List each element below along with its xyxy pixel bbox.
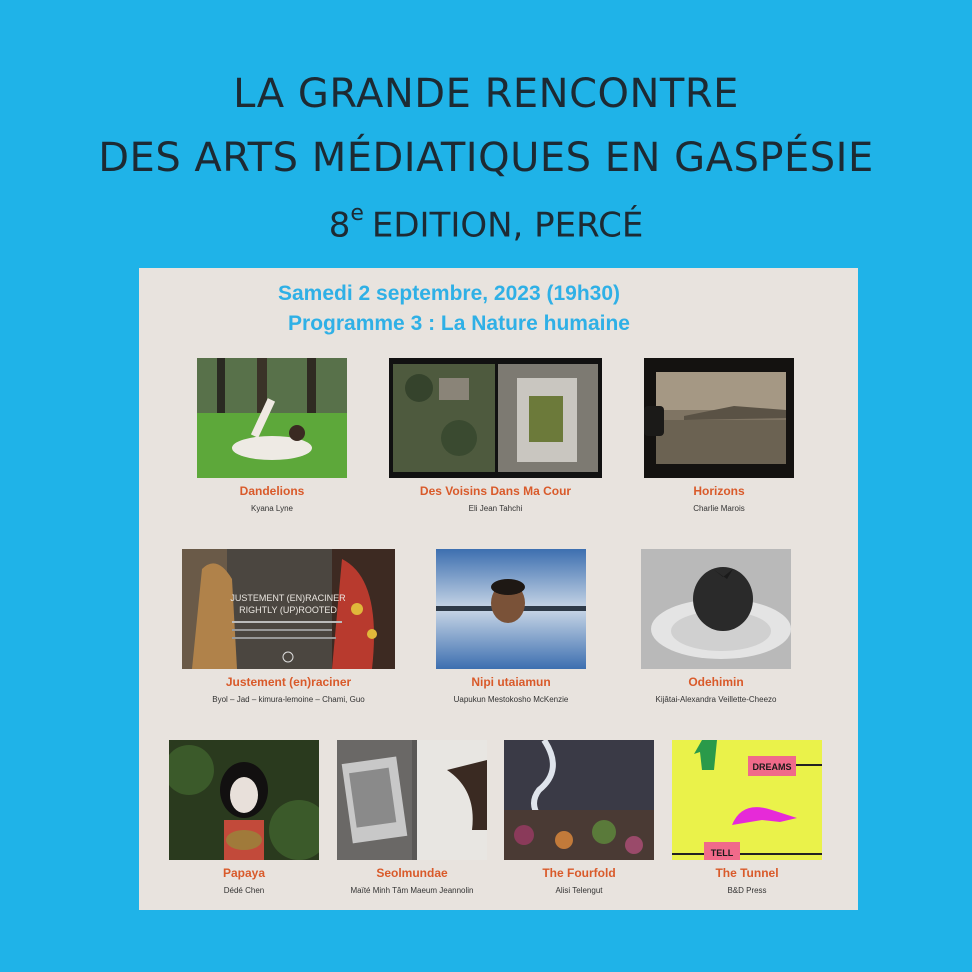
film-thumbnail[interactable] bbox=[504, 740, 654, 860]
festival-header bbox=[0, 70, 972, 247]
film-title: Justement (en)raciner bbox=[225, 675, 352, 689]
poster-line-2: RIGHTLY (UP)ROOTED bbox=[239, 605, 337, 615]
nipi-utaiamun-still bbox=[436, 549, 586, 669]
header-line-1: LA GRANDE RENCONTRE bbox=[233, 71, 739, 117]
horizons-still bbox=[644, 358, 794, 478]
film-card-seolmundae[interactable] bbox=[337, 740, 487, 895]
film-thumbnail[interactable] bbox=[436, 549, 586, 669]
label-dreams: DREAMS bbox=[752, 762, 792, 772]
film-card-justement[interactable] bbox=[182, 549, 395, 704]
film-card-the-tunnel[interactable] bbox=[672, 740, 822, 895]
film-thumbnail[interactable] bbox=[182, 549, 395, 669]
program-date: Samedi 2 septembre, 2023 (19h30) bbox=[277, 282, 620, 305]
film-thumbnail[interactable] bbox=[197, 358, 347, 478]
film-thumbnail[interactable] bbox=[672, 740, 822, 860]
dandelions-still bbox=[197, 358, 347, 478]
film-title: Seolmundae bbox=[376, 866, 448, 880]
seolmundae-still bbox=[337, 740, 487, 860]
film-thumbnail[interactable] bbox=[169, 740, 319, 860]
header-line-2: DES ARTS MÉDIATIQUES EN GASPÉSIE bbox=[98, 135, 874, 181]
film-card-des-voisins[interactable] bbox=[389, 358, 602, 513]
program-title: Programme 3 : La Nature humaine bbox=[288, 312, 630, 335]
justement-poster bbox=[182, 549, 395, 669]
film-credit: Kyana Lyne bbox=[251, 504, 293, 513]
label-tell: TELL bbox=[710, 848, 734, 858]
film-card-the-fourfold[interactable] bbox=[504, 740, 654, 895]
film-credit: B&D Press bbox=[727, 886, 767, 895]
film-credit: Maïté Minh Tâm Maeum Jeannolin bbox=[350, 886, 474, 895]
the-fourfold-still bbox=[504, 740, 654, 860]
film-credit: Kijâtai-Alexandra Veillette-Cheezo bbox=[655, 695, 777, 704]
film-title: Nipi utaiamun bbox=[471, 675, 551, 689]
film-title: Des Voisins Dans Ma Cour bbox=[419, 484, 572, 498]
poster-line-1: JUSTEMENT (EN)RACINER bbox=[230, 593, 346, 603]
film-card-nipi-utaiamun[interactable] bbox=[436, 549, 586, 704]
papaya-still bbox=[169, 740, 319, 860]
edition-text: EDITION, PERCÉ bbox=[371, 205, 644, 246]
edition-superscript: e bbox=[350, 201, 364, 226]
film-credit: Alisi Telengut bbox=[555, 886, 603, 895]
odehimin-still bbox=[641, 549, 791, 669]
film-card-dandelions[interactable] bbox=[197, 358, 347, 513]
the-tunnel-still bbox=[672, 740, 822, 860]
film-credit: Charlie Marois bbox=[693, 504, 745, 513]
film-card-odehimin[interactable] bbox=[641, 549, 791, 704]
film-title: Dandelions bbox=[239, 484, 305, 498]
des-voisins-still bbox=[389, 358, 602, 478]
film-thumbnail[interactable] bbox=[644, 358, 794, 478]
film-title: Odehimin bbox=[688, 675, 744, 689]
film-thumbnail[interactable] bbox=[337, 740, 487, 860]
film-credit: Dédé Chen bbox=[223, 886, 265, 895]
film-title: The Tunnel bbox=[715, 866, 779, 880]
film-thumbnail[interactable] bbox=[389, 358, 602, 478]
edition-line bbox=[0, 196, 972, 247]
film-title: Papaya bbox=[222, 866, 266, 880]
film-title: The Fourfold bbox=[542, 866, 616, 880]
film-card-horizons[interactable] bbox=[644, 358, 794, 513]
edition-number: 8 bbox=[328, 205, 351, 246]
film-card-papaya[interactable] bbox=[169, 740, 319, 895]
film-thumbnail[interactable] bbox=[641, 549, 791, 669]
film-credit: Byol – Jad – kimura-lemoine – Chami, Guo bbox=[212, 695, 365, 704]
film-credit: Eli Jean Tahchi bbox=[468, 504, 523, 513]
film-credit: Uapukun Mestokosho McKenzie bbox=[453, 695, 569, 704]
program-panel bbox=[139, 268, 858, 910]
film-title: Horizons bbox=[693, 484, 745, 498]
